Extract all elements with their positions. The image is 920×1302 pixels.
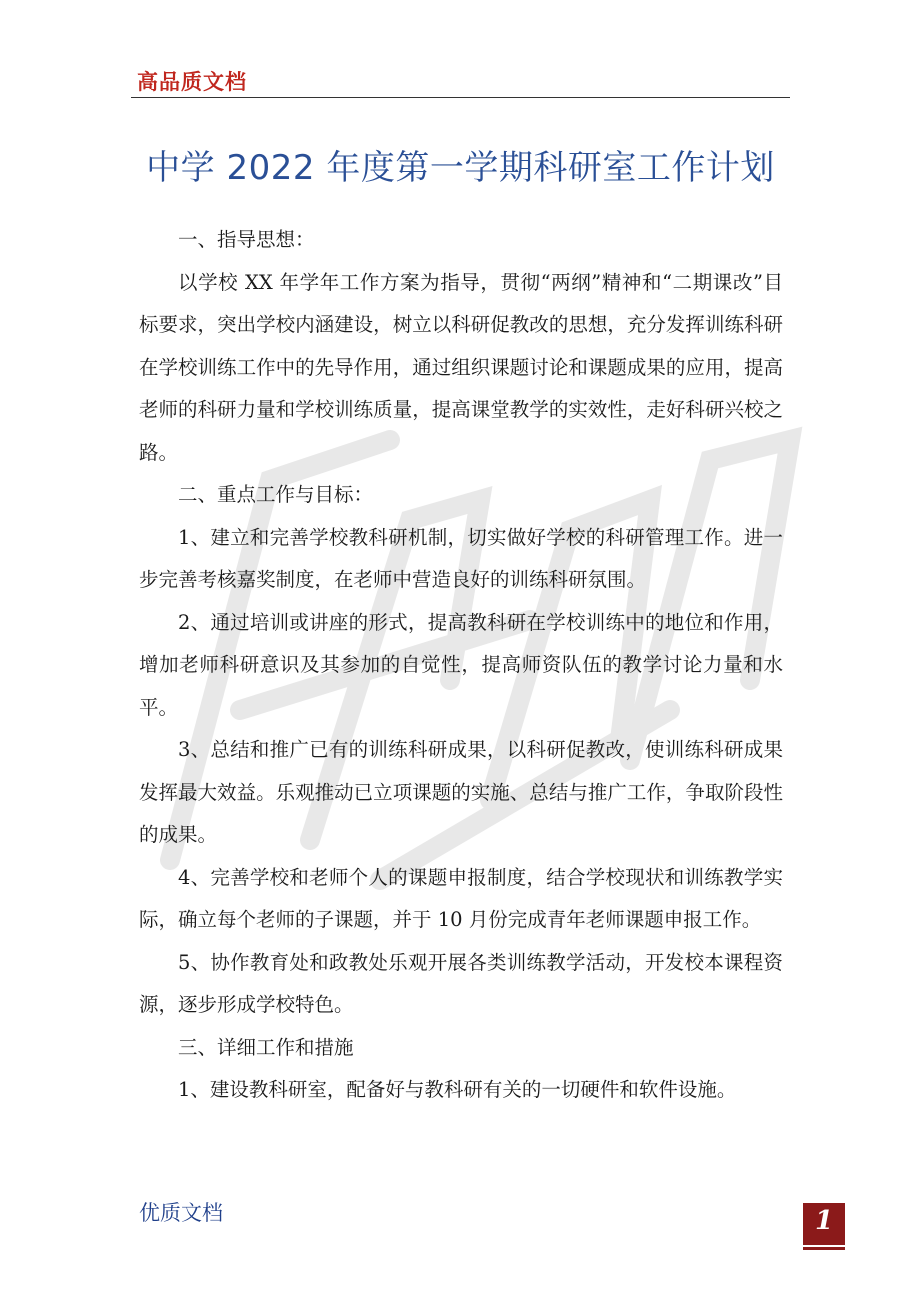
paragraph: 4、完善学校和老师个人的课题申报制度，结合学校现状和训练教学实际，确立每个老师的子课题，并于 10 月份完成青年老师课题申报工作。 — [139, 865, 783, 931]
document-title: 中学 2022 年度第一学期科研室工作计划 — [146, 148, 775, 188]
header-divider — [131, 97, 790, 98]
footer-brand: 优质文档 — [139, 1201, 223, 1225]
section-heading: 三、详细工作和措施 — [178, 1035, 354, 1059]
paragraph: 1、建设教科研室，配备好与教科研有关的一切硬件和软件设施。 — [178, 1078, 737, 1101]
paragraph: 5、协作教育处和政教处乐观开展各类训练教学活动，开发校本课程资源，逐步形成学校特色。 — [139, 950, 783, 1016]
document-body — [139, 219, 783, 1112]
paragraph: 1、建立和完善学校教科研机制，切实做好学校的科研管理工作。进一步完善考核嘉奖制度，在老师中营造良好的训练科研氛围。 — [139, 525, 783, 591]
section-heading: 二、重点工作与目标： — [178, 483, 374, 506]
header-brand: 高品质文档 — [137, 70, 247, 94]
section-heading: 一、指导思想： — [178, 228, 315, 251]
page-number-underline — [803, 1247, 845, 1250]
paragraph: 3、总结和推广已有的训练科研成果，以科研促教改，使训练科研成果发挥最大效益。乐观推动已立项课题的实施、总结与推广工作，争取阶段性的成果。 — [139, 738, 783, 846]
paragraph: 2、通过培训或讲座的形式，提高教科研在学校训练中的地位和作用，增加老师科研意识及其参加的自觉性，提高师资队伍的教学讨论力量和水平。 — [139, 610, 783, 719]
paragraph: 以学校 XX 年学年工作方案为指导，贯彻“两纲”精神和“二期课改”目标要求，突出学校内涵建设，树立以科研促教改的思想，充分发挥训练科研在学校训练工作中的先导作用，通过组织课题讨论和课题成果的应用，提高老师的科研力量和学校训练质量，提高课堂教学的实效性，走好科研兴校之路。 — [139, 270, 783, 464]
page-number-badge: 1 — [803, 1203, 845, 1245]
